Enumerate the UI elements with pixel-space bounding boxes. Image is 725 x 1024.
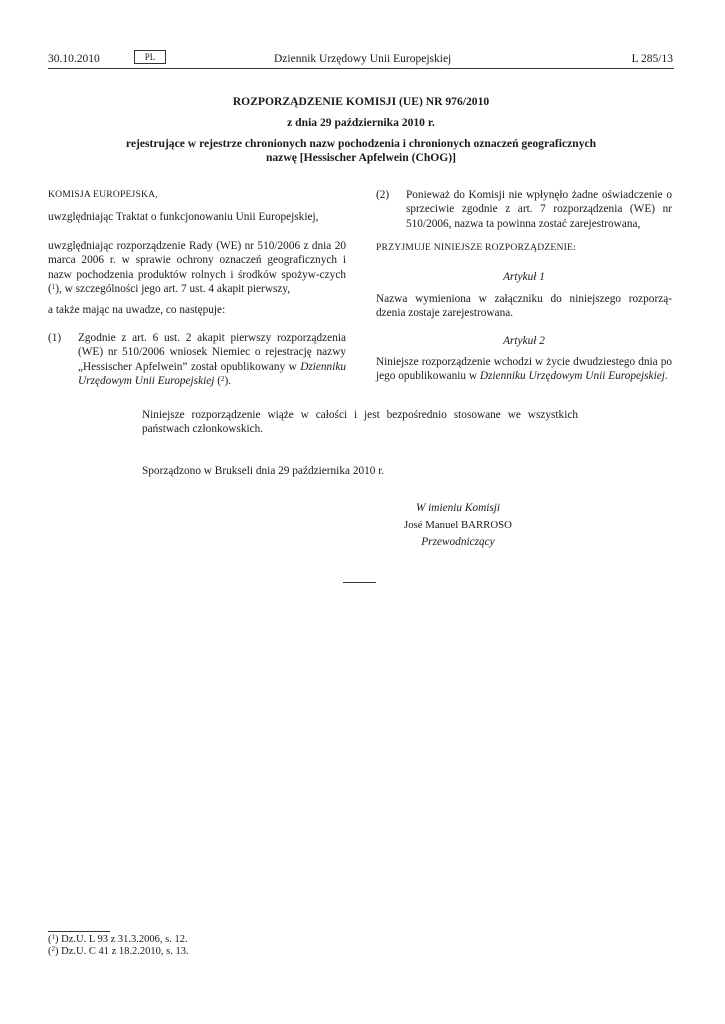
footnote-ref-1: 1 — [51, 283, 56, 292]
commission-heading: KOMISJA EUROPEJSKA, — [48, 189, 158, 200]
regulation-date: z dnia 29 października 2010 r. — [287, 116, 435, 129]
end-rule — [343, 582, 376, 583]
article-1-heading: Artykuł 1 — [503, 271, 545, 283]
footnote-2: ($^2$) Dz.U. C 41 z 18.2.2010, s. 13. — [48, 945, 189, 957]
item-number: (1) — [48, 332, 62, 344]
regulation-subject-line1: rejestrujące w rejestrze chronionych nazw pochodzenia i chronionych oznaczeń geograficznych — [125, 137, 597, 150]
article-1-text: Nazwa wymieniona w załączniku do niniejszego rozporzą-dzenia zostaje zarejestrowana. — [376, 293, 672, 320]
footnote-ref-2: 2 — [220, 375, 225, 384]
signatory-role: Przewodniczący — [421, 536, 495, 548]
header-rule — [48, 68, 674, 69]
recital-regulation: uwzględniając rozporządzenie Rady (WE) nr 510/2006 z dnia 20 marca 2006 r. w sprawie ochrony oznaczeń geograficznych i nazw pochodzenia produktów rolnych i środków spożyw-czych ($^1$), w szczególności jego art. 7 ust. 4 akapit pierwszy, — [48, 240, 346, 296]
publication-date: 30.10.2010 — [48, 53, 100, 65]
binding-clause: Niniejsze rozporządzenie wiąże w całości i jest bezpośrednio stosowane we wszystkich państwach członkowskich. — [142, 409, 578, 436]
journal-name: Dziennik Urzędowy Unii Europejskiej — [274, 53, 452, 65]
recital-item-2: (2) Ponieważ do Komisji nie wpłynęło żadne oświadczenie o sprzeciwie zgodnie z art. 7 rozporządzenia (WE) nr 510/2006, nazwa ta powinna zostać zarejestrowana, — [376, 189, 672, 230]
signature-on-behalf: W imieniu Komisji — [415, 502, 501, 514]
recital-whereas: a także mając na uwadze, co następuje: — [48, 304, 226, 316]
regulation-subject-line2: nazwę [Hessischer Apfelwein (ChOG)] — [265, 151, 457, 164]
recital-treaty: uwzględniając Traktat o funkcjonowaniu Unii Europejskiej, — [48, 211, 319, 223]
language-code-box: PL — [134, 50, 166, 64]
footnote-1: ($^1$) Dz.U. L 93 z 31.3.2006, s. 12. — [48, 933, 188, 945]
page-reference: L 285/13 — [631, 53, 673, 65]
regulation-title: ROZPORZĄDZENIE KOMISJI (UE) NR 976/2010 — [232, 95, 490, 108]
article-2-text: Niniejsze rozporządzenie wchodzi w życie dwudziestego dnia po jego opublikowaniu w Dzienniku Urzędowym Unii Europejskiej. — [376, 356, 672, 383]
adopts-heading: PRZYJMUJE NINIEJSZE ROZPORZĄDZENIE: — [376, 242, 576, 253]
recital-item-1: (1) Zgodnie z art. 6 ust. 2 akapit pierwszy rozporządzenia (WE) nr 510/2006 wniosek Niemiec o rejestrację nazwy „Hessischer Apfelwein” został opublikowany w Dzienniku Urzędowym Unii Europejskiej ($^2$). — [48, 332, 346, 388]
signatory-name: José Manuel BARROSO — [404, 519, 512, 531]
item-number: (2) — [376, 189, 390, 201]
place-date-clause: Sporządzono w Brukseli dnia 29 października 2010 r. — [142, 465, 385, 477]
article-2-heading: Artykuł 2 — [503, 335, 545, 347]
footnote-rule — [48, 931, 110, 932]
